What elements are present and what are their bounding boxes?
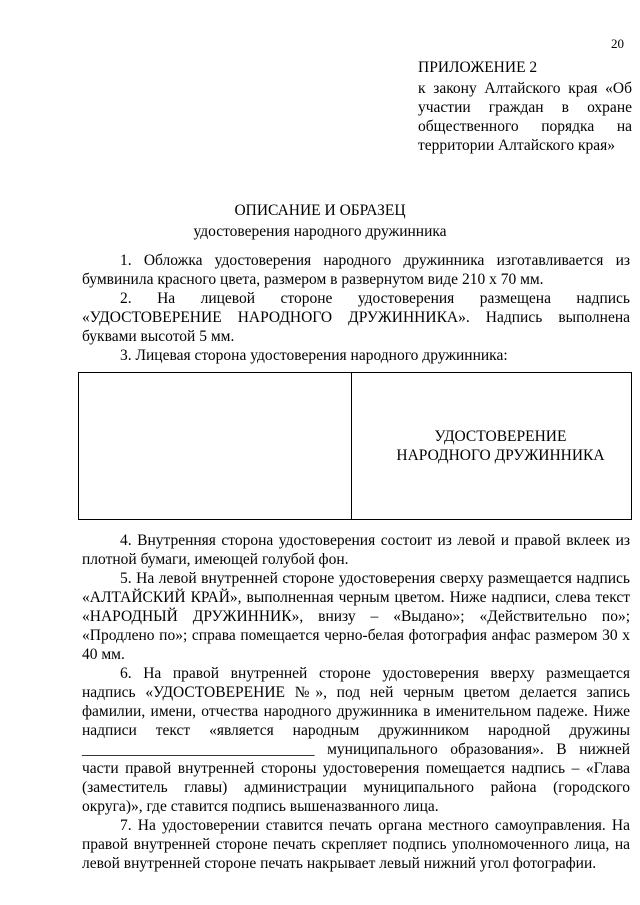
paragraph-7: 7. На удостоверении ставится печать органа местного самоуправления. На правой внутренней стороне печать скрепляет подпись уполномоченного лица, на левой внутренней стороне печать накрывает левый нижний угол фотографии. [82,817,630,872]
paragraph-4: 4. Внутренняя сторона удостоверения состоит из левой и правой вклеек из плотной бумаги, имеющей голубой фон. [82,532,630,568]
id-card-title-line1: УДОСТОВЕРЕНИЕ [434,428,567,445]
paragraph-1: 1. Обложка удостоверения народного дружинника изготавливается из бумвинила красного цвета, размером в развернутом виде 210 х 70 мм. [82,252,630,288]
document-heading [0,201,640,241]
page-number: 20 [611,36,624,51]
id-card-right-panel [352,373,631,519]
paragraph-2: 2. На лицевой стороне удостоверения размещена надпись «УДОСТОВЕРЕНИЕ НАРОДНОГО ДРУЖИННИКА». Надпись выполнена буквами высотой 5 мм. [82,290,630,345]
document-title: ОПИСАНИЕ И ОБРАЗЕЦ [234,202,406,219]
document-subtitle: удостоверения народного дружинника [193,223,447,240]
paragraphs-top [82,251,630,365]
paragraph-5: 5. На левой внутренней стороне удостоверения сверху размещается надпись «АЛТАЙСКИЙ КРАЙ», выполненная черным цветом. Ниже надписи, слева текст «НАРОДНЫЙ ДРУЖИННИК», внизу – «Выдано»; «Действительно по»; «Продлено по»; справа помещается черно-белая фотография анфас размером 30 х 40 мм. [82,570,630,663]
id-card-sample [78,372,632,520]
appendix-title: ПРИЛОЖЕНИЕ 2 [418,59,538,76]
appendix-header [418,58,632,155]
appendix-text: к закону Алтайского края «Об участии граждан в охране общественного порядка на территории Алтайского края» [418,80,632,154]
id-card-title-line2: НАРОДНОГО ДРУЖИННИКА [396,447,605,464]
paragraph-6: 6. На правой внутренней стороне удостоверения вверху размещается надпись «УДОСТОВЕРЕНИЕ №», под ней черным цветом делается запись фамилии, имени, отчества народного дружинника в именительном падеже. Ниже надписи текст «является народным дружинником народной дружины ______________________________ муниципального образования». В нижней части правой внутренней стороны удостоверения помещается надпись – «Глава (заместитель главы) администрации муниципального района (городского округа)», где ставится подпись вышеназванного лица. [82,665,630,815]
id-card-left-panel [79,373,352,519]
paragraph-3: 3. Лицевая сторона удостоверения народного дружинника: [120,347,508,364]
paragraphs-bottom [82,531,630,873]
